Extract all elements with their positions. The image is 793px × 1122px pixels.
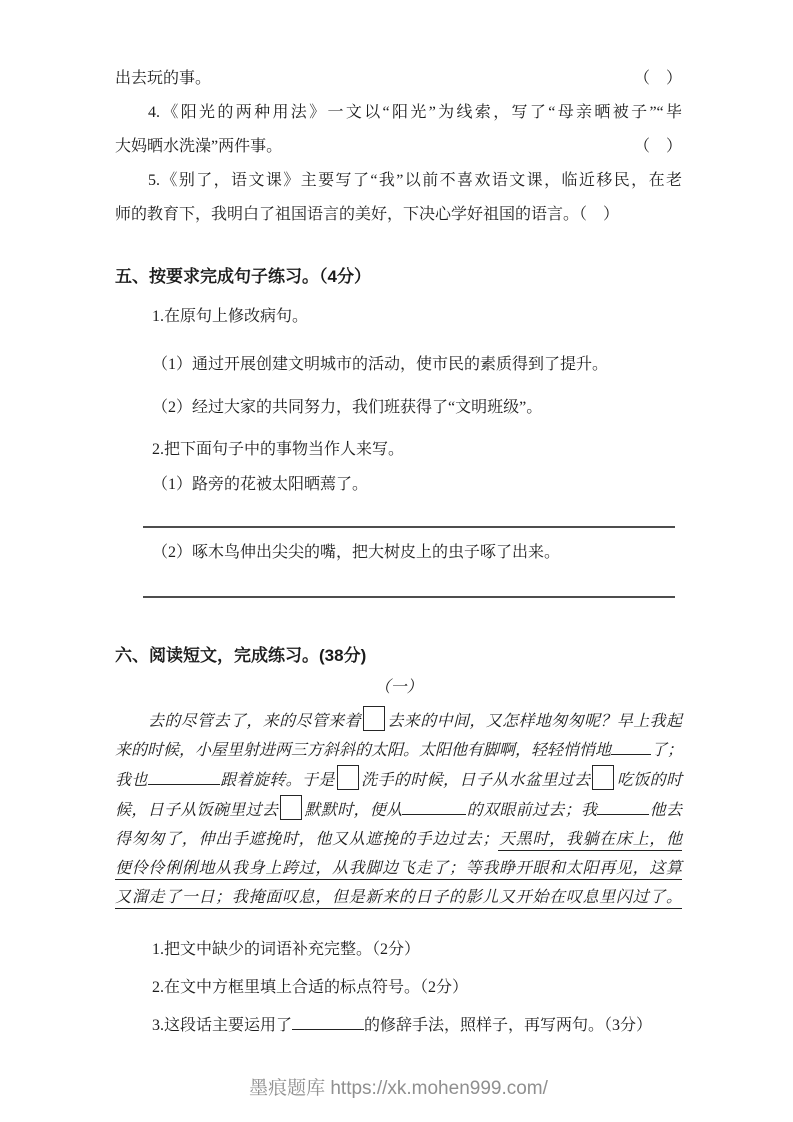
punctuation-box: [363, 706, 385, 731]
item-text: 大妈晒水洗澡”两件事。: [115, 138, 283, 155]
text-run: 2.在文中方框里填上合适的标点符号。（2分）: [152, 979, 469, 996]
judgement-item-5-line2: 师的教育下，我明白了祖国语言的美好，下决心学好祖国的语言。（ ）: [115, 206, 620, 223]
text-run: 来的时候，小屋里射进两三方斜斜的太阳。太阳他有脚啊，轻轻悄悄地: [115, 742, 612, 759]
sec5-item1-label: 1.在原句上修改病句。: [152, 308, 309, 325]
text-run: 默默时，便从: [304, 802, 403, 819]
text-run: 了；: [651, 742, 684, 759]
text-run: 的双眼前过去；我: [466, 802, 598, 819]
sec5-item2-label: 2.把下面句子中的事物当作人来写。: [152, 441, 405, 458]
underlined-text: 又溜走了一日；我掩面叹息，但是新来的日子的影儿又开始在叹息里闪过了。: [115, 889, 682, 909]
reading-passage: [115, 706, 682, 912]
answer-writing-line: [143, 596, 675, 598]
section-six: [115, 641, 682, 1041]
judgement-item-4-line2: [115, 130, 682, 164]
judgement-item-4-line1: 4.《阳光的两种用法》一文以“阳光”为线索，写了“母亲晒被子”“毕: [148, 104, 682, 121]
sec5-item1-sub2: （2）经过大家的共同努力，我们班获得了“文明班级”。: [152, 399, 543, 416]
text-run: 去的尽管去了，来的尽管来着: [148, 713, 362, 730]
text-run: 跟着旋转。于是: [219, 772, 335, 789]
text-run: 3.这段话主要运用了: [152, 1017, 293, 1034]
text-run: 我也: [115, 772, 148, 789]
section-five: [115, 262, 682, 598]
text-run: 候，日子从饭碗里过去: [115, 802, 279, 819]
judgement-item-3-tail: [115, 62, 682, 96]
passage-line: [115, 795, 682, 825]
text-run: 1.把文中缺少的词语补充完整。（2分）: [152, 941, 421, 958]
fill-in-blank: [292, 1027, 364, 1030]
passage-line: [115, 883, 682, 912]
answer-writing-line: [143, 526, 675, 528]
answer-bracket: （ ）: [633, 70, 682, 87]
passage-part-label: （一）: [374, 679, 423, 696]
sec5-item2-sub2: （2）啄木鸟伸出尖尖的嘴，把大树皮上的虫子啄了出来。: [152, 544, 561, 561]
punctuation-box: [280, 795, 302, 820]
question-line: [115, 935, 682, 965]
text-run: 吃饭的时: [616, 772, 682, 789]
passage-line: [115, 825, 682, 854]
passage-questions: [115, 935, 682, 1041]
sec5-item2-sub1: （1）路旁的花被太阳晒蔫了。: [152, 476, 369, 493]
item-text: 出去玩的事。: [115, 70, 212, 87]
section-five-title: 五、按要求完成句子练习。（4分）: [115, 267, 371, 286]
fill-in-blank: [597, 812, 649, 815]
punctuation-box: [337, 765, 359, 790]
punctuation-box: [592, 765, 614, 790]
fill-in-blank: [402, 812, 466, 815]
text-run: 他去: [649, 802, 682, 819]
sec5-item1-sub1: （1）通过开展创建文明城市的活动，使市民的素质得到了提升。: [152, 356, 609, 373]
fill-in-blank: [148, 782, 220, 785]
passage-line: [115, 765, 682, 795]
passage-line: [115, 854, 682, 883]
text-run: 的修辞手法，照样子，再写两句。（3分）: [364, 1017, 653, 1034]
judgement-item-5-line1: 5.《别了，语文课》主要写了“我”以前不喜欢语文课，临近移民，在老: [148, 172, 682, 189]
text-run: 去来的中间，又怎样地匆匆呢？早上我起: [387, 713, 682, 730]
text-run: 得匆匆了，伸出手遮挽时，他又从遮挽的手边过去；: [115, 831, 499, 848]
question-line: [115, 973, 682, 1003]
passage-line: [115, 736, 682, 765]
section-four-tail: [115, 62, 682, 232]
section-six-title: 六、阅读短文，完成练习。(38分): [115, 646, 367, 665]
answer-bracket: （ ）: [633, 138, 682, 155]
question-line: [115, 1011, 682, 1041]
passage-line: [115, 706, 682, 736]
text-run: 洗手的时候，日子从水盆里过去: [360, 772, 591, 789]
underlined-text: 便伶伶俐俐地从我身上跨过，从我脚边飞走了；等我睁开眼和太阳再见，这算: [115, 860, 682, 880]
underlined-text: 天黑时，我躺在床上，他: [498, 831, 682, 851]
fill-in-blank: [611, 752, 651, 755]
source-watermark: 墨痕题库 https://xk.mohen999.com/: [249, 1078, 548, 1099]
